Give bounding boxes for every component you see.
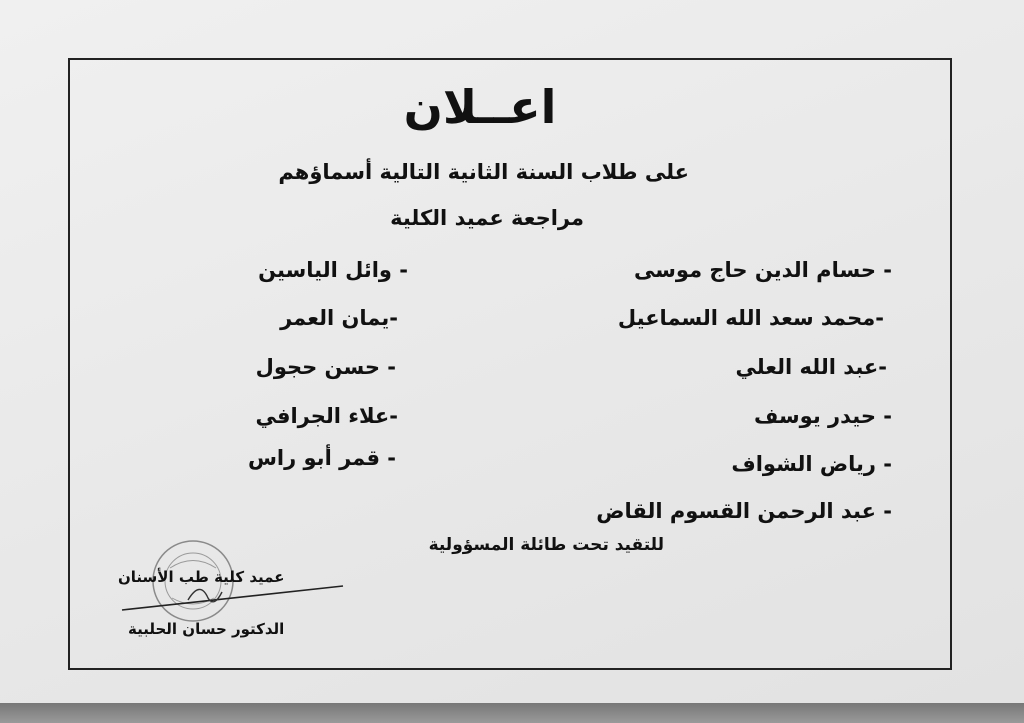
signatory-name: الدكتور حسان الحلبية [128, 620, 285, 638]
student-name-left-1: - وائل الياسين [258, 258, 408, 282]
signatory-title: عميد كلية طب الأسنان [118, 568, 285, 586]
student-name-right-4: - حيدر يوسف [754, 404, 892, 428]
student-name-left-5: - قمر أبو راس [247, 446, 396, 470]
student-name-left-4: -علاء الجرافي [255, 404, 398, 428]
closing-note: للتقيد تحت طائلة المسؤولية [428, 535, 664, 555]
announcement-instruction: مراجعة عميد الكلية [390, 206, 584, 230]
student-name-left-2: -يمان العمر [280, 306, 398, 330]
student-name-right-2: -محمد سعد الله السماعيل [617, 306, 884, 330]
handwritten-signature [118, 570, 348, 620]
student-name-left-3: - حسن حجول [255, 355, 396, 379]
student-name-right-3: -عبد الله العلي [735, 355, 887, 379]
announcement-title: اعــلان [403, 80, 557, 134]
student-name-right-6: - عبد الرحمن القسوم القاض [596, 499, 892, 523]
announcement-subtitle: على طلاب السنة الثانية التالية أسماؤهم [278, 160, 689, 184]
background-surface [0, 703, 1024, 723]
student-name-right-1: - حسام الدين حاج موسى [634, 258, 892, 282]
student-name-right-5: - رياض الشواف [731, 452, 892, 476]
